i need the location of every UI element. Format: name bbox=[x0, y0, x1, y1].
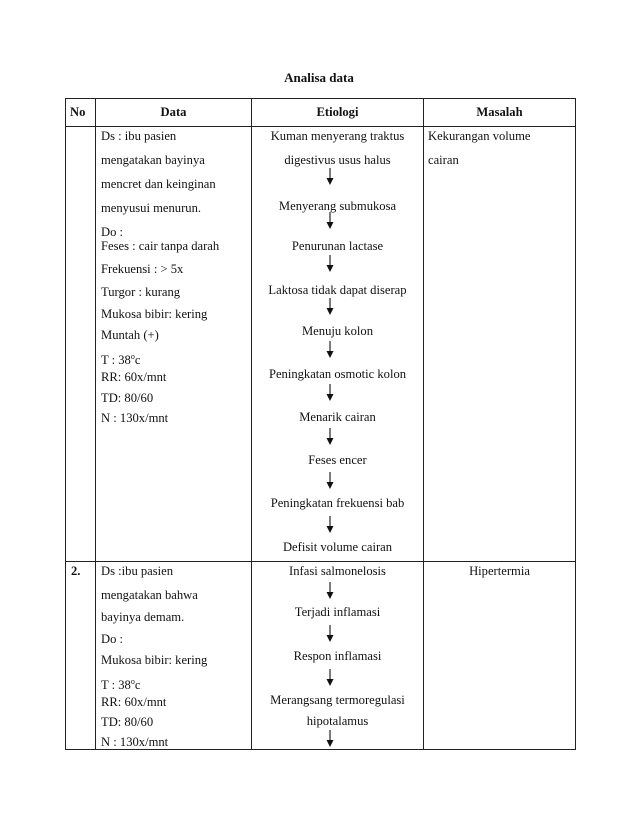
header-etiologi: Etiologi bbox=[316, 105, 359, 119]
data-line: Mukosa bibir: kering bbox=[101, 653, 208, 667]
table-top-border bbox=[65, 98, 576, 99]
data-line: Do : bbox=[101, 225, 124, 239]
data-line: Mukosa bibir: kering bbox=[101, 307, 208, 321]
down-arrow-icon bbox=[325, 472, 335, 489]
header-no: No bbox=[70, 105, 86, 119]
data-line: N : 130x/mnt bbox=[101, 411, 169, 425]
table-right-border bbox=[575, 98, 576, 750]
data-line: Feses : cair tanpa darah bbox=[101, 239, 220, 253]
header-bottom-border bbox=[65, 126, 576, 127]
down-arrow-icon bbox=[325, 730, 335, 747]
etiologi-step: Menuju kolon bbox=[301, 324, 373, 338]
data-line: mengatakan bahwa bbox=[101, 588, 198, 602]
etiologi-step: Merangsang termoregulasi bbox=[270, 693, 405, 707]
data-line: Do : bbox=[101, 632, 124, 646]
etiologi-step: hipotalamus bbox=[306, 714, 369, 728]
etiologi-step: Laktosa tidak dapat diserap bbox=[268, 283, 407, 297]
down-arrow-icon bbox=[325, 168, 335, 185]
data-line: bayinya demam. bbox=[101, 610, 185, 624]
down-arrow-icon bbox=[325, 625, 335, 642]
etiologi-step: Penurunan lactase bbox=[291, 239, 384, 253]
header-data: Data bbox=[160, 105, 187, 119]
col-divider-data bbox=[95, 98, 96, 750]
data-line: TD: 80/60 bbox=[101, 715, 154, 729]
header-masalah: Masalah bbox=[476, 105, 523, 119]
down-arrow-icon bbox=[325, 582, 335, 599]
data-line: TD: 80/60 bbox=[101, 391, 154, 405]
data-line: Turgor : kurang bbox=[101, 285, 181, 299]
data-line: RR: 60x/mnt bbox=[101, 695, 167, 709]
down-arrow-icon bbox=[325, 212, 335, 229]
col-divider-masalah bbox=[423, 98, 424, 750]
down-arrow-icon bbox=[325, 255, 335, 272]
data-line: mengatakan bayinya bbox=[101, 153, 205, 167]
etiologi-step: Infasi salmonelosis bbox=[289, 564, 386, 578]
data-line: Muntah (+) bbox=[101, 328, 159, 342]
etiologi-step: Terjadi inflamasi bbox=[294, 605, 381, 619]
row2-number: 2. bbox=[71, 564, 81, 578]
down-arrow-icon bbox=[325, 516, 335, 533]
data-line: menyusui menurun. bbox=[101, 201, 202, 215]
down-arrow-icon bbox=[325, 669, 335, 686]
row-divider bbox=[65, 561, 576, 562]
etiologi-step: Feses encer bbox=[308, 453, 367, 467]
temperature-line: T : 38$^o$c bbox=[101, 677, 141, 692]
data-line: mencret dan keinginan bbox=[101, 177, 216, 191]
etiologi-step: Kuman menyerang traktus bbox=[270, 129, 405, 143]
data-line: Frekuensi : > 5x bbox=[101, 262, 184, 276]
data-line: RR: 60x/mnt bbox=[101, 370, 167, 384]
masalah-line: cairan bbox=[428, 153, 459, 167]
etiologi-step: Respon inflamasi bbox=[293, 649, 382, 663]
etiologi-step: Menarik cairan bbox=[299, 410, 376, 424]
etiologi-step: digestivus usus halus bbox=[284, 153, 391, 167]
data-line: Ds :ibu pasien bbox=[101, 564, 174, 578]
page-title: Analisa data bbox=[284, 70, 354, 85]
down-arrow-icon bbox=[325, 298, 335, 315]
data-line: N : 130x/mnt bbox=[101, 735, 169, 749]
temperature-line: T : 38$^o$c bbox=[101, 352, 141, 367]
masalah-line: Hipertermia bbox=[469, 564, 530, 578]
down-arrow-icon bbox=[325, 428, 335, 445]
etiologi-step: Peningkatan osmotic kolon bbox=[268, 367, 407, 381]
down-arrow-icon bbox=[325, 341, 335, 358]
table-left-border bbox=[65, 98, 66, 750]
down-arrow-icon bbox=[325, 384, 335, 401]
data-line: Ds : ibu pasien bbox=[101, 129, 177, 143]
etiologi-step: Defisit volume cairan bbox=[282, 540, 393, 554]
etiologi-step: Menyerang submukosa bbox=[278, 199, 397, 213]
etiologi-step: Peningkatan frekuensi bab bbox=[270, 496, 405, 510]
masalah-line: Kekurangan volume bbox=[428, 129, 531, 143]
